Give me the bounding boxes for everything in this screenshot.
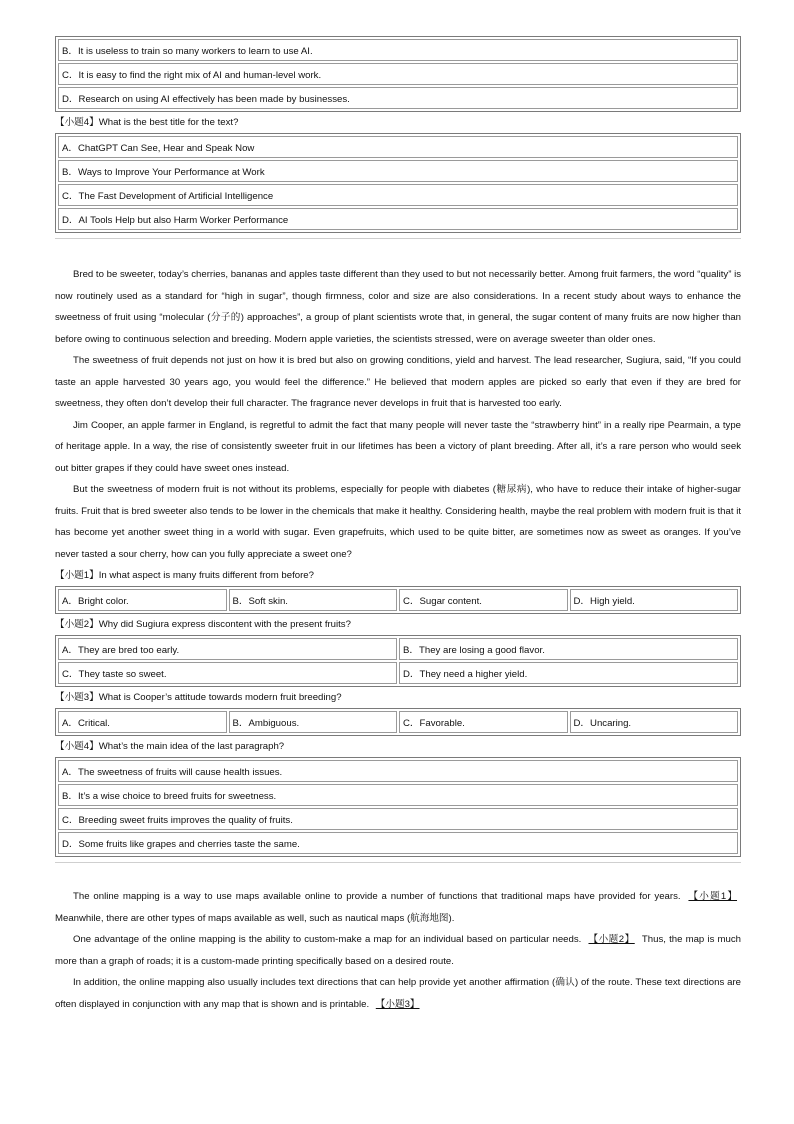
option-c[interactable]: C．It is easy to find the right mix of AI and human-level work. xyxy=(58,63,738,85)
option-a[interactable]: A．Critical. xyxy=(58,711,227,733)
options-table-title xyxy=(55,133,741,233)
option-d[interactable]: D．Research on using AI effectively has been made by businesses. xyxy=(58,87,738,109)
question-1: 【小题1】In what aspect is many fruits different from before? xyxy=(55,570,314,581)
paragraph xyxy=(55,972,741,1015)
paragraph: But the sweetness of modern fruit is not without its problems, especially for people with diabetes (糖尿病), who have to reduce their intake of higher-sugar fruits. Fruit that is bred sweeter also tends to be lower in the chemicals that make it healthy. Considering health, maybe the real problem with modern fruit is that it has become yet another sweet thing in a world with sugar. Even grapefruits, which used to be quite bitter, are sometimes now as sweet as oranges. If you’ve never tasted a sour cherry, how can you fully appreciate a sweet one? xyxy=(55,484,741,560)
option-c[interactable]: C．Breeding sweet fruits improves the quality of fruits. xyxy=(58,808,738,830)
paragraph: The sweetness of fruit depends not just on how it is bred but also on growing conditions, yield and harvest. The lead researcher, Sugiura, said, “If you could taste an apple harvested 30 years ago, you would feel the difference.” He believed that modern apples are picked so early that even if they are bred for sweetness, they often don’t develop their full character. The fragrance never develops in fruit that is harvested too early. xyxy=(55,355,741,409)
paragraph xyxy=(55,929,741,972)
options-table-q2 xyxy=(55,635,741,687)
options-table-q3 xyxy=(55,708,741,736)
paragraph-text: Meanwhile, there are other types of maps available as well, such as nautical maps (航海地图). xyxy=(55,912,455,924)
options-table-q1 xyxy=(55,586,741,614)
option-d[interactable]: D．Some fruits like grapes and cherries taste the same. xyxy=(58,832,738,854)
option-d[interactable]: D．High yield. xyxy=(570,589,739,611)
answer-blank-3[interactable]: 【小题3】 xyxy=(375,998,420,1010)
option-d[interactable]: D．AI Tools Help but also Harm Worker Performance xyxy=(58,208,738,230)
question-4: 【小题4】What’s the main idea of the last paragraph? xyxy=(55,741,285,752)
document-page xyxy=(55,36,741,1015)
question-title: 【小题4】What is the best title for the text? xyxy=(55,117,239,128)
section-divider xyxy=(55,238,741,239)
paragraph: Jim Cooper, an apple farmer in England, is regretful to admit the fact that many people will never taste the “strawberry hint” in a really ripe Pearmain, a type of heritage apple. In a way, the rise of consistently sweeter fruit in our lifetimes has been a victory of plant breeding. After all, it’s a rare person who would seek out bitter grapes if they could have sweet ones instead. xyxy=(55,419,741,474)
option-c[interactable]: C．The Fast Development of Artificial Intelligence xyxy=(58,184,738,206)
paragraph-text: The online mapping is a way to use maps available online to provide a number of functions that traditional maps have provided for years. xyxy=(73,891,681,902)
option-c[interactable]: C．They taste so sweet. xyxy=(58,662,397,684)
section-divider xyxy=(55,862,741,863)
answer-blank-1[interactable]: 【小题1】 xyxy=(688,891,738,902)
option-c[interactable]: C．Sugar content. xyxy=(399,589,568,611)
option-d[interactable]: D．They need a higher yield. xyxy=(399,662,738,684)
option-b[interactable]: B．Soft skin. xyxy=(229,589,398,611)
option-b[interactable]: B．It’s a wise choice to breed fruits for sweetness. xyxy=(58,784,738,806)
option-a[interactable]: A．They are bred too early. xyxy=(58,638,397,660)
answer-blank-2[interactable]: 【小题2】 xyxy=(588,934,635,945)
paragraph-text: Thus, the map is much more than a graph of roads; it is a custom-made printing specifically based on a desired route. xyxy=(55,934,741,967)
option-b[interactable]: B．Ways to Improve Your Performance at Work xyxy=(58,160,738,182)
passage-fruit xyxy=(55,264,741,565)
question-3: 【小题3】What is Cooper’s attitude towards modern fruit breeding? xyxy=(55,692,342,703)
option-a[interactable]: A．ChatGPT Can See, Hear and Speak Now xyxy=(58,136,738,158)
option-c[interactable]: C．Favorable. xyxy=(399,711,568,733)
paragraph-text: One advantage of the online mapping is the ability to custom-make a map for an individual based on particular needs. xyxy=(73,934,582,945)
option-b[interactable]: B．Ambiguous. xyxy=(229,711,398,733)
option-b[interactable]: B．It is useless to train so many workers to learn to use AI. xyxy=(58,39,738,61)
paragraph: Bred to be sweeter, today’s cherries, bananas and apples taste different than they used to but not necessarily better. Among fruit farmers, the word “quality” is now routinely used as a standard for “high in sugar”, though firmness, color and size are also considerations. In a recent study about ways to enhance the sweetness of fruit using “molecular (分子的) approaches”, a group of plant scientists wrote that, in general, the sugar content of many fruits are now higher than before owing to continuous selection and breeding. Modern apple varieties, the scientists stressed, were on average sweeter than older ones. xyxy=(55,269,741,345)
question-2: 【小题2】Why did Sugiura express discontent with the present fruits? xyxy=(55,619,351,630)
option-a[interactable]: A．The sweetness of fruits will cause health issues. xyxy=(58,760,738,782)
option-b[interactable]: B．They are losing a good flavor. xyxy=(399,638,738,660)
options-table-previous xyxy=(55,36,741,112)
passage-online-mapping xyxy=(55,886,741,1015)
option-d[interactable]: D．Uncaring. xyxy=(570,711,739,733)
option-a[interactable]: A．Bright color. xyxy=(58,589,227,611)
paragraph-text: In addition, the online mapping also usually includes text directions that can help provide yet another affirmation (确认) of the route. These text directions are often displayed in conjunction with any map that is shown and is printable. xyxy=(55,977,741,1010)
options-table-q4 xyxy=(55,757,741,857)
paragraph xyxy=(55,886,741,929)
